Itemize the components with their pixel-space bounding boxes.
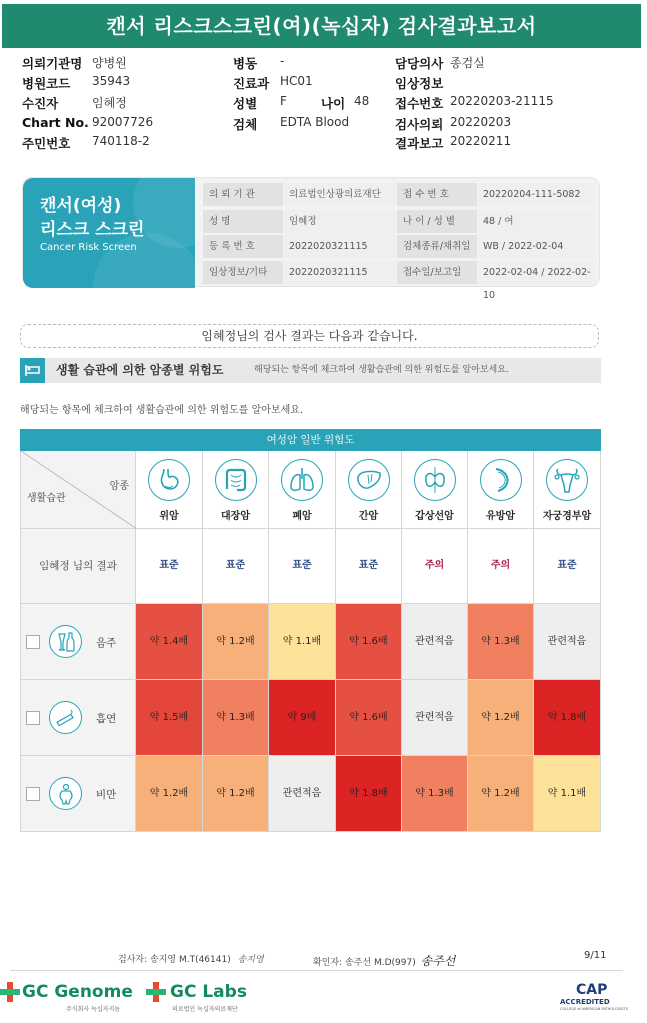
risk-cell: 약 1.2배 <box>468 756 534 832</box>
risk-cell: 관련적음 <box>402 604 468 680</box>
habit-checkbox[interactable] <box>26 787 40 801</box>
patient-value: 임혜정 <box>92 96 127 110</box>
cancer-header <box>203 451 269 529</box>
habit-row-obesity <box>20 756 136 832</box>
cancer-name: 폐암 <box>292 511 312 522</box>
risk-cell: 약 1.8배 <box>336 756 402 832</box>
risk-cell: 약 1.2배 <box>136 756 203 832</box>
result-label: 임혜정 님의 결과 <box>20 529 136 604</box>
corner-habit-label: 생활습관 <box>27 493 66 504</box>
patient-label: 수진자 <box>22 96 59 111</box>
gc-cross-icon <box>146 982 166 1002</box>
ward-label: 병동 <box>233 56 258 71</box>
report-label: 결과보고 <box>395 136 444 151</box>
risk-cell: 약 1.2배 <box>203 604 269 680</box>
footer-divider <box>10 970 623 971</box>
confirmer-label: 확인자: <box>313 958 343 968</box>
cancer-header <box>468 451 534 529</box>
risk-cell: 약 1.8배 <box>534 680 601 756</box>
result-value: 주의 <box>468 529 534 604</box>
risk-cell: 약 1.6배 <box>336 604 402 680</box>
header-value: 20220204-111-5082 <box>478 183 595 206</box>
section-bar <box>20 358 601 383</box>
uterus-icon <box>546 459 588 501</box>
header-label: 접수일/보고일 <box>397 261 477 284</box>
specimen-label: 검체 <box>233 117 258 132</box>
table-header: 여성암 일반 위험도 <box>20 429 601 451</box>
breast-icon <box>480 459 522 501</box>
tester-signature: 송지영 <box>237 955 264 965</box>
thyroid-icon <box>414 459 456 501</box>
institution-value: 양병원 <box>92 56 127 70</box>
risk-cell: 약 9배 <box>269 680 336 756</box>
risk-table <box>20 429 601 832</box>
header-label: 접 수 번 호 <box>397 183 477 206</box>
cancer-name: 대장암 <box>221 511 250 522</box>
tester-sign <box>118 952 264 965</box>
table-corner <box>20 451 136 529</box>
clinical-label: 임상정보 <box>395 76 444 91</box>
id-label: 주민번호 <box>22 136 71 151</box>
hospital-code-value: 35943 <box>92 74 131 88</box>
risk-cell: 약 1.4배 <box>136 604 203 680</box>
confirmer-value: 송주선 M.D(997) <box>345 958 416 968</box>
header-brand-panel <box>23 178 195 288</box>
header-title-line1: 캔서(여성) <box>40 196 122 216</box>
risk-cell: 약 1.3배 <box>468 604 534 680</box>
patient-info <box>22 54 622 154</box>
habit-name: 흡연 <box>96 713 117 725</box>
header-label: 의 뢰 기 관 <box>203 183 283 206</box>
cancer-name: 유방암 <box>486 511 515 522</box>
doctor-value: 종검실 <box>450 56 485 70</box>
cancer-header <box>534 451 601 529</box>
gc-cross-icon <box>0 982 20 1002</box>
header-label: 등 록 번 호 <box>203 235 283 258</box>
section-title: 생활 습관에 의한 암종별 위험도 <box>56 363 224 377</box>
gc-labs-sub: 의료법인 녹십자의료재단 <box>172 1006 238 1013</box>
confirmer-sign <box>313 952 455 969</box>
habit-row-smoking <box>20 680 136 756</box>
cancer-header <box>402 451 468 529</box>
result-value: 표준 <box>534 529 601 604</box>
hospital-code-label: 병원코드 <box>22 76 71 91</box>
result-value: 주의 <box>402 529 468 604</box>
summary-box: 임혜정님의 검사 결과는 다음과 같습니다. <box>20 324 599 348</box>
header-value: 48 / 여 <box>478 210 595 233</box>
age-value: 48 <box>354 94 370 108</box>
habit-checkbox[interactable] <box>26 711 40 725</box>
result-value: 표준 <box>136 529 203 604</box>
dept-label: 진료과 <box>233 76 270 91</box>
report-title: 캔서 리스크스크린(여)(녹십자) 검사결과보고서 <box>2 4 641 48</box>
tester-label: 검사자: <box>118 955 148 965</box>
habit-name: 비만 <box>96 789 117 801</box>
cancer-name: 갑상선암 <box>415 511 454 522</box>
header-label: 검체종류/채취일 <box>397 235 477 258</box>
instruction-text: 해당되는 항목에 체크하여 생활습관에 의한 위험도를 알아보세요. <box>20 405 304 416</box>
header-label: 나 이 / 성 별 <box>397 210 477 233</box>
gc-labs-text: GC Labs <box>170 982 247 1002</box>
report-header-box <box>22 177 600 301</box>
header-title-line2: 리스크 스크린 <box>40 220 145 240</box>
habit-row-alcohol <box>20 604 136 680</box>
request-value: 20220203 <box>450 115 512 129</box>
habit-checkbox[interactable] <box>26 635 40 649</box>
risk-cell: 약 1.5배 <box>136 680 203 756</box>
ward-value: - <box>280 54 285 68</box>
header-value: 2022020321115 <box>284 261 396 284</box>
result-value: 표준 <box>269 529 336 604</box>
cap-text: CAP <box>576 982 608 998</box>
sex-value: F <box>280 94 287 108</box>
doctor-label: 담당의사 <box>395 56 444 71</box>
cap-small: COLLEGE of AMERICAN PATHOLOGISTS <box>560 1007 628 1011</box>
cancer-name: 위암 <box>159 511 179 522</box>
tester-value: 송지영 M.T(46141) <box>150 955 231 965</box>
gc-genome-sub: 주식회사 녹십자지놈 <box>66 1006 121 1013</box>
id-value: 740118-2 <box>92 134 150 148</box>
smoking-icon <box>49 701 82 734</box>
risk-cell: 약 1.2배 <box>203 756 269 832</box>
cancer-name: 자궁경부암 <box>542 511 592 522</box>
chart-value: 92007726 <box>92 115 154 129</box>
lung-icon <box>281 459 323 501</box>
header-value: 임혜정 <box>284 210 396 233</box>
request-label: 검사의뢰 <box>395 117 444 132</box>
risk-cell: 관련적음 <box>269 756 336 832</box>
cap-accredited: ACCREDITED <box>560 998 610 1006</box>
cancer-name: 간암 <box>358 511 379 522</box>
colon-icon <box>215 459 257 501</box>
risk-cell: 약 1.1배 <box>534 756 601 832</box>
cancer-header <box>136 451 203 529</box>
header-label: 임상정보/기타 <box>203 261 283 284</box>
report-value: 20220211 <box>450 134 512 148</box>
receipt-value: 20220203-21115 <box>450 94 554 108</box>
risk-cell: 관련적음 <box>534 604 601 680</box>
habit-name: 음주 <box>96 637 117 649</box>
liver-icon <box>348 459 390 501</box>
cancer-header <box>336 451 402 529</box>
risk-cell: 약 1.2배 <box>468 680 534 756</box>
dept-value: HC01 <box>280 74 313 88</box>
institution-label: 의뢰기관명 <box>22 56 83 71</box>
risk-cell: 약 1.6배 <box>336 680 402 756</box>
result-value: 표준 <box>336 529 402 604</box>
corner-cancer-label: 암종 <box>109 481 129 492</box>
confirmer-signature: 송주선 <box>420 954 456 968</box>
alcohol-icon <box>49 625 82 658</box>
chart-label: Chart No. <box>22 115 89 130</box>
risk-cell: 약 1.3배 <box>203 680 269 756</box>
page-number: 9/11 <box>584 950 607 961</box>
header-value: 2022-02-04 / 2022-02-10 <box>478 261 595 284</box>
sex-label: 성별 <box>233 96 258 111</box>
receipt-label: 접수번호 <box>395 96 444 111</box>
stomach-icon <box>148 459 190 501</box>
cancer-header <box>269 451 336 529</box>
specimen-value: EDTA Blood <box>280 115 350 129</box>
age-label: 나이 <box>321 96 346 111</box>
risk-cell: 관련적음 <box>402 680 468 756</box>
header-value: 2022020321115 <box>284 235 396 258</box>
header-value: 의료법인상광의료재단 <box>284 183 396 206</box>
header-value: WB / 2022-02-04 <box>478 235 595 258</box>
header-label: 성 명 <box>203 210 283 233</box>
bed-icon <box>20 358 45 383</box>
risk-cell: 약 1.1배 <box>269 604 336 680</box>
section-desc: 해당되는 항목에 체크하여 생활습관에 의한 위험도를 알아보세요. <box>254 365 509 375</box>
obesity-icon <box>49 777 82 810</box>
risk-cell: 약 1.3배 <box>402 756 468 832</box>
cap-logo <box>558 982 628 1012</box>
gc-genome-text: GC Genome <box>22 982 133 1002</box>
result-value: 표준 <box>203 529 269 604</box>
header-subtitle: Cancer Risk Screen <box>40 242 137 253</box>
